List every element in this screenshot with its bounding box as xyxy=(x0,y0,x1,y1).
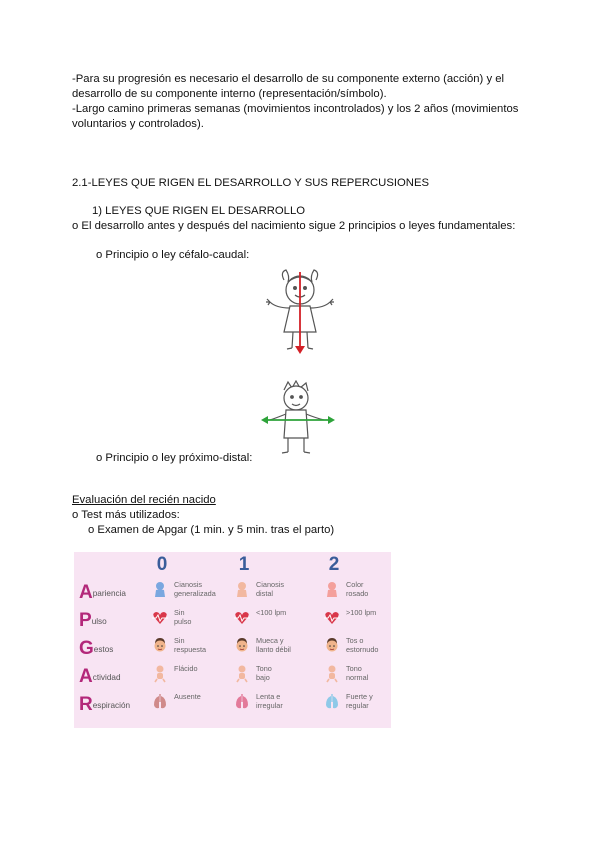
face-icon xyxy=(234,637,250,655)
principle-proximo-distal: o Principio o ley próximo-distal: xyxy=(96,452,253,464)
blue-baby-icon xyxy=(152,581,168,599)
pink-baby-icon xyxy=(324,581,340,599)
baby-body-icon xyxy=(152,665,168,683)
apgar-cell-text: Sin pulso xyxy=(174,608,192,626)
baby-icon xyxy=(234,581,250,599)
criterion-initial: A xyxy=(79,666,93,687)
heart-icon xyxy=(324,609,340,627)
score-header-0: 0 xyxy=(156,554,168,575)
criterion-initial: R xyxy=(79,694,93,715)
heart-icon xyxy=(152,609,168,627)
evaluation-line-2: o Examen de Apgar (1 min. y 5 min. tras el parto) xyxy=(88,524,335,536)
apgar-cell-text: Tos o estornudo xyxy=(346,636,379,654)
criterion-rest: estos xyxy=(93,645,114,654)
criterion-initial: A xyxy=(79,582,93,603)
apgar-cell-text: Sin respuesta xyxy=(174,636,207,654)
baby-body-icon xyxy=(234,665,250,683)
apgar-cell-text: Flácido xyxy=(174,664,198,673)
subsection-title: 1) LEYES QUE RIGEN EL DESARROLLO xyxy=(92,205,306,217)
apgar-criterion-pulso xyxy=(79,610,107,630)
apgar-criterion-respiracion xyxy=(79,694,130,714)
apgar-cell-text: Tono normal xyxy=(346,664,369,682)
lungs-icon xyxy=(234,693,250,711)
apgar-criterion-apariencia xyxy=(79,582,126,602)
criterion-rest: pariencia xyxy=(92,589,126,598)
face-icon xyxy=(324,637,340,655)
apgar-cell-text: Tono bajo xyxy=(256,664,272,682)
apgar-criterion-gestos xyxy=(79,638,113,658)
heart-icon xyxy=(234,609,250,627)
evaluation-line-1: o Test más utilizados: xyxy=(72,509,180,521)
apgar-cell-text: <100 lpm xyxy=(256,608,287,617)
score-header-1: 1 xyxy=(238,554,250,575)
baby-body-icon xyxy=(324,665,340,683)
apgar-cell-text: Lenta e irregular xyxy=(256,692,283,710)
score-header-2: 2 xyxy=(328,554,340,575)
apgar-cell-text: Cianosis generalizada xyxy=(174,580,216,598)
criterion-rest: espiración xyxy=(92,701,131,710)
boy-proximodistal-illustration xyxy=(258,380,338,460)
evaluation-title: Evaluación del recién nacido xyxy=(72,494,216,506)
criterion-rest: ulso xyxy=(91,617,107,626)
apgar-cell-text: >100 lpm xyxy=(346,608,377,617)
apgar-cell-text: Color rosado xyxy=(346,580,369,598)
lungs-icon xyxy=(324,693,340,711)
intro-line: o El desarrollo antes y después del nacimiento sigue 2 principios o leyes fundamentales: xyxy=(72,220,516,232)
lungs-icon xyxy=(152,693,168,711)
paragraph-line-4: voluntarios y controlados). xyxy=(72,118,204,130)
paragraph-line-1: -Para su progresión es necesario el desarrollo de su componente externo (acción) y el xyxy=(72,73,505,85)
paragraph-line-2: desarrollo de su componente interno (representación/símbolo). xyxy=(72,88,387,100)
criterion-initial: G xyxy=(79,638,94,659)
face-icon xyxy=(152,637,168,655)
apgar-cell-text: Ausente xyxy=(174,692,201,701)
apgar-table xyxy=(74,552,391,728)
paragraph-line-3: -Largo camino primeras semanas (movimientos incontrolados) y los 2 años (movimientos xyxy=(72,103,519,115)
criterion-rest: ctividad xyxy=(92,673,121,682)
apgar-cell-text: Mueca y llanto débil xyxy=(256,636,291,654)
apgar-cell-text: Cianosis distal xyxy=(256,580,284,598)
apgar-criterion-actividad xyxy=(79,666,121,686)
apgar-cell-text: Fuerte y regular xyxy=(346,692,373,710)
principle-cefalo-caudal: o Principio o ley céfalo-caudal: xyxy=(96,249,250,261)
criterion-initial: P xyxy=(79,610,92,631)
girl-cephalocaudal-illustration xyxy=(264,268,336,358)
section-title: 2.1-LEYES QUE RIGEN EL DESARROLLO Y SUS REPERCUSIONES xyxy=(72,177,430,189)
